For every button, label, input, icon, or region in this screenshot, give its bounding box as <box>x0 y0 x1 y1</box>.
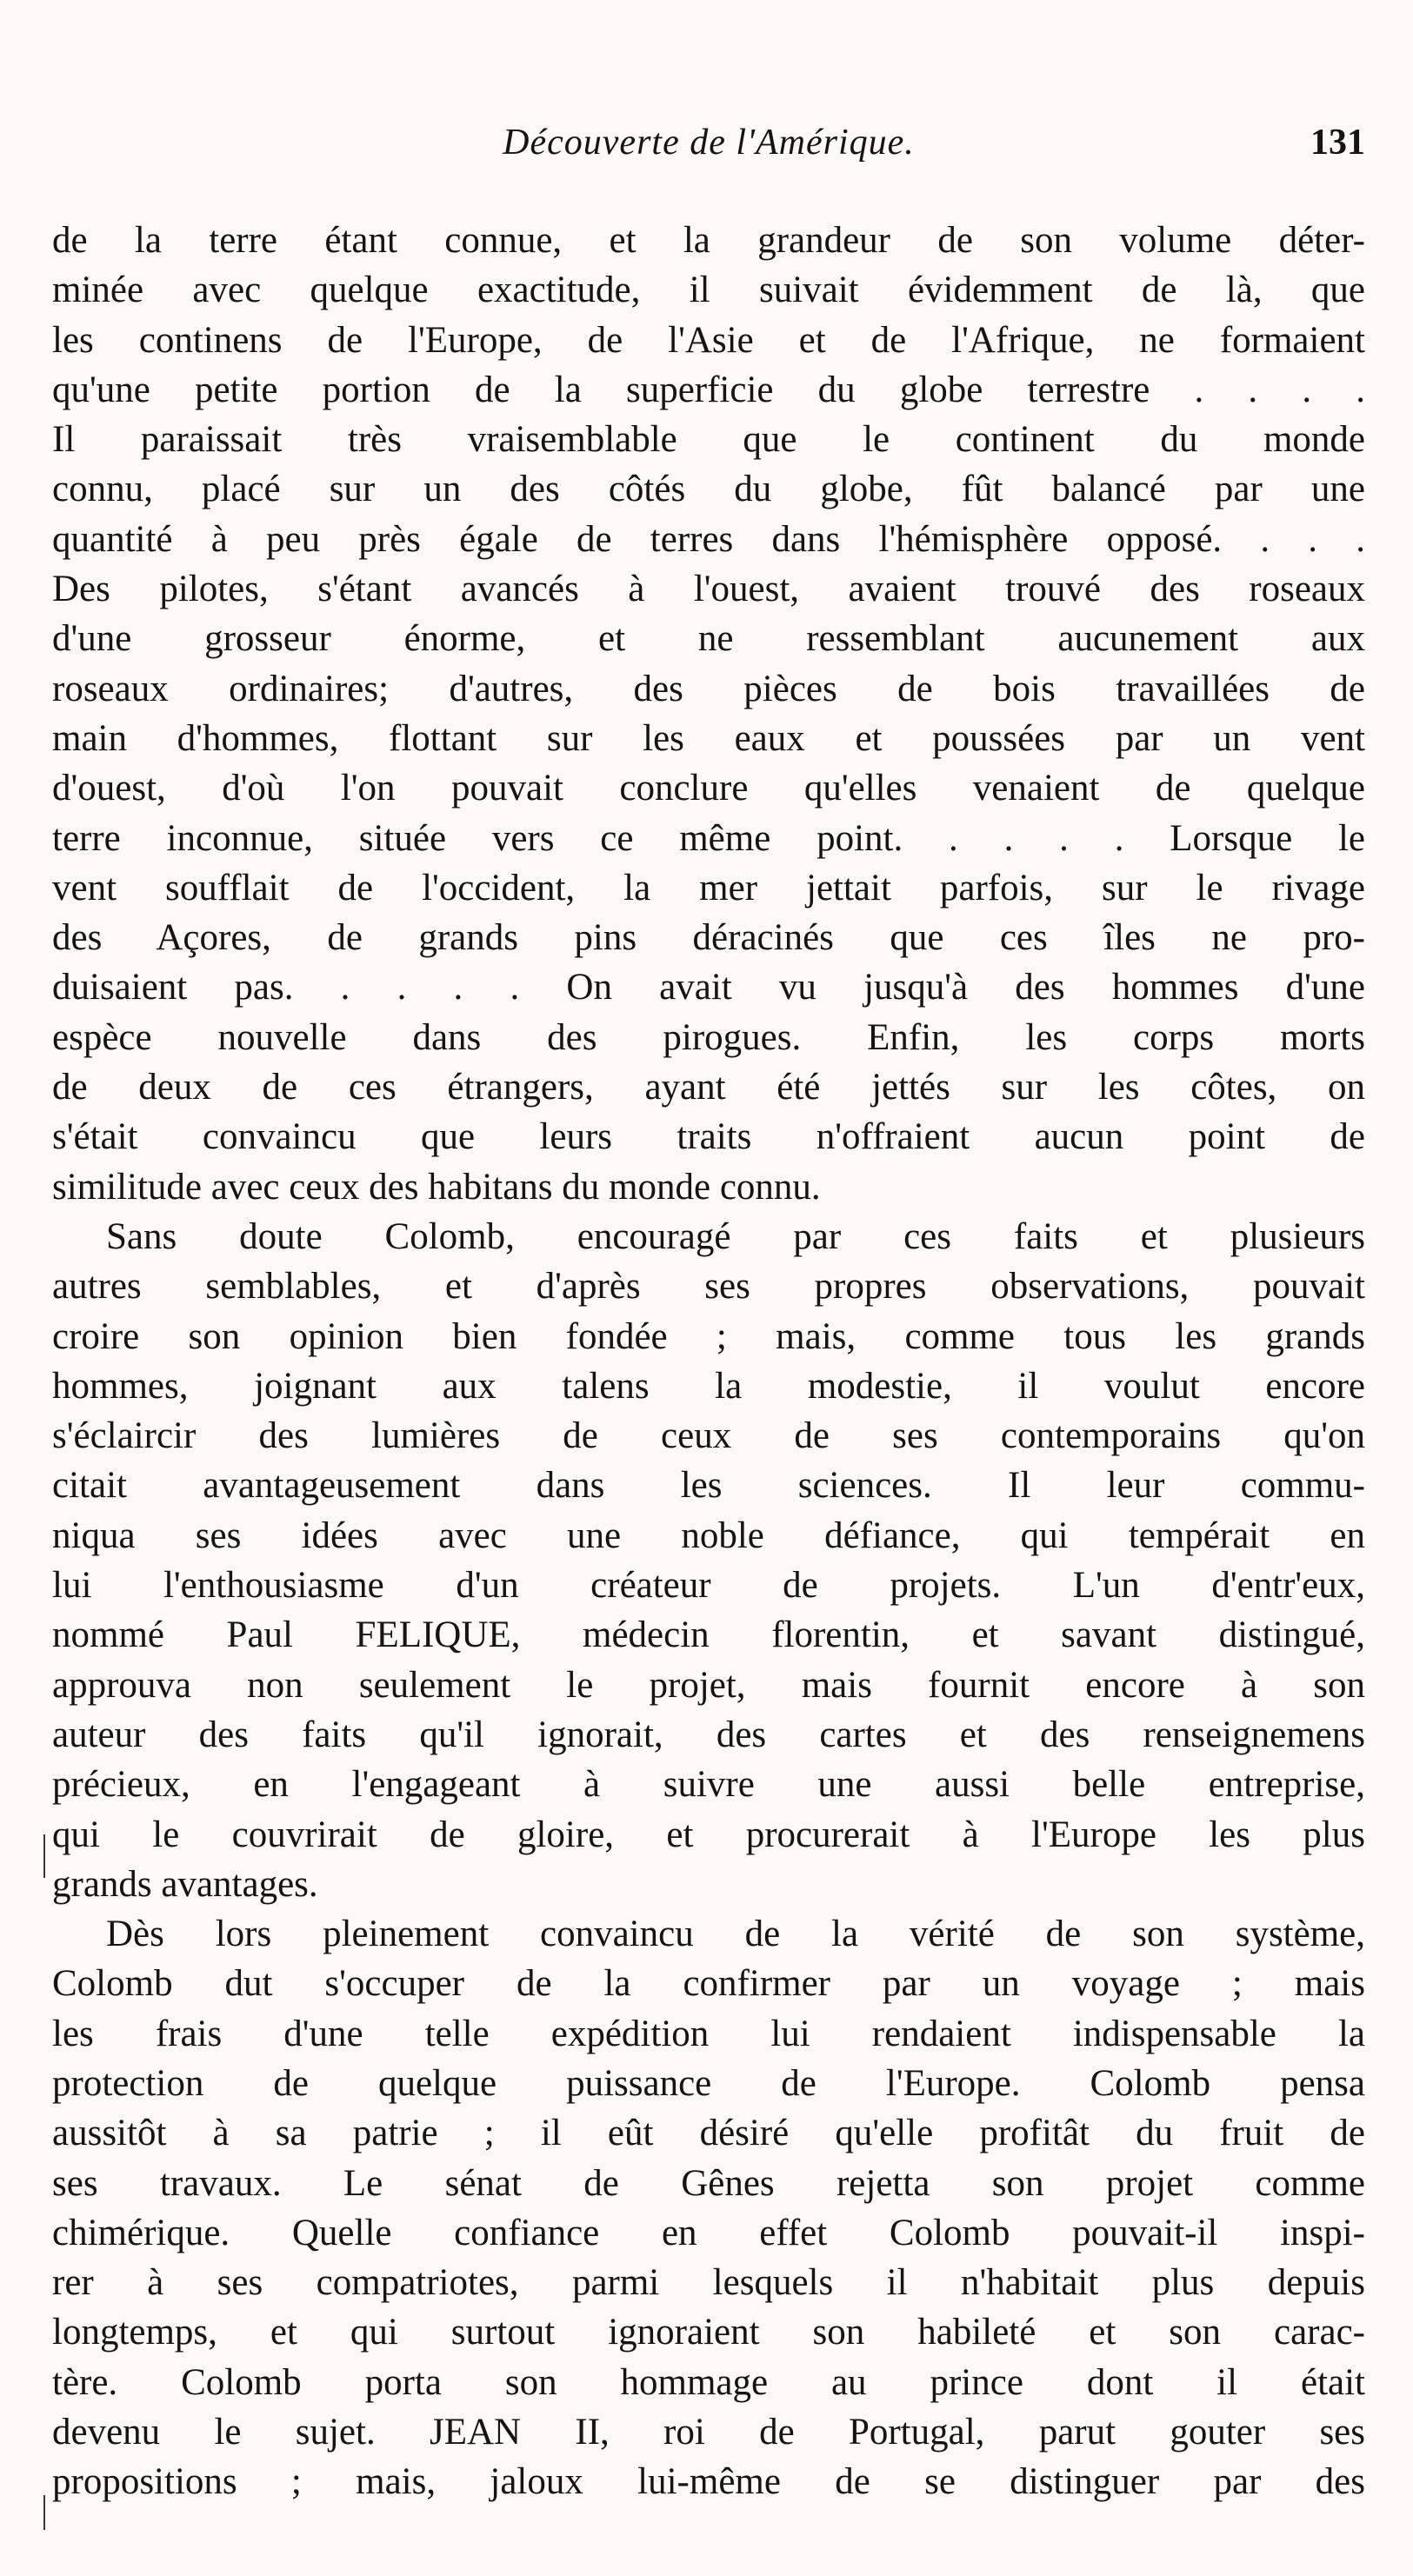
text-line: s'éclaircir des lumières de ceux de ses contemporains qu'on <box>52 1415 1365 1457</box>
text-line: Dès lors pleinement convaincu de la vérité de son système, <box>106 1914 1365 1955</box>
text-line: roseaux ordinaires; d'autres, des pièces de bois travaillées de <box>52 668 1365 709</box>
running-head <box>52 122 1365 174</box>
text-line: citait avantageusement dans les sciences. Il leur commu- <box>52 1465 1365 1507</box>
text-line: rer à ses compatriotes, parmi lesquels il n'habitait plus depuis <box>52 2262 1365 2304</box>
text-line: grands avantages. <box>52 1863 318 1905</box>
text-line: duisaient pas. . . . . On avait vu jusqu'à des hommes d'une <box>52 967 1365 1008</box>
text-line: auteur des faits qu'il ignorait, des cartes et des renseignemens <box>52 1714 1365 1755</box>
running-title: Découverte de l'Amérique. <box>503 123 915 163</box>
text-line: chimérique. Quelle confiance en effet Colomb pouvait-il inspi- <box>52 2212 1365 2253</box>
text-line: lui l'enthousiasme d'un créateur de projets. L'un d'entr'eux, <box>52 1565 1365 1607</box>
text-line: hommes, joignant aux talens la modestie, il voulut encore <box>52 1365 1365 1407</box>
text-line: aussitôt à sa patrie ; il eût désiré qu'elle profitât du fruit de <box>52 2113 1365 2154</box>
text-line: tère. Colomb porta son hommage au prince dont il était <box>52 2361 1365 2403</box>
text-line: les frais d'une telle expédition lui rendaient indispensable la <box>52 2013 1365 2054</box>
text-line: propositions ; mais, jaloux lui-même de se distinguer par des <box>52 2461 1365 2503</box>
text-line: main d'hommes, flottant sur les eaux et poussées par un vent <box>52 717 1365 759</box>
text-line: qui le couvrirait de gloire, et procurerait à l'Europe les plus <box>52 1814 1365 1855</box>
text-line: nommé Paul FELIQUE, médecin florentin, et savant distingué, <box>52 1614 1365 1656</box>
text-line: Des pilotes, s'étant avancés à l'ouest, avaient trouvé des roseaux <box>52 569 1365 610</box>
text-line: des Açores, de grands pins déracinés que ces îles ne pro- <box>52 917 1365 959</box>
text-line: de deux de ces étrangers, ayant été jettés sur les côtes, on <box>52 1067 1365 1108</box>
text-line: minée avec quelque exactitude, il suivait évidemment de là, que <box>52 270 1365 311</box>
book-page <box>52 0 1365 2576</box>
text-line: Il paraissait très vraisemblable que le continent du monde <box>52 419 1365 461</box>
text-line: Sans doute Colomb, encouragé par ces faits et plusieurs <box>106 1215 1365 1257</box>
text-line: qu'une petite portion de la superficie du globe terrestre . . . . <box>52 369 1365 410</box>
text-line: niqua ses idées avec une noble défiance, qui tempérait en <box>52 1514 1365 1556</box>
text-line: connu, placé sur un des côtés du globe, fût balancé par une <box>52 469 1365 510</box>
paragraph <box>52 1909 1365 2507</box>
text-line: d'une grosseur énorme, et ne ressemblant aucunement aux <box>52 618 1365 660</box>
text-line: s'était convaincu que leurs traits n'offraient aucun point de <box>52 1116 1365 1158</box>
text-line: quantité à peu près égale de terres dans l'hémisphère opposé. . . . <box>52 518 1365 560</box>
text-line: vent soufflait de l'occident, la mer jettait parfois, sur le rivage <box>52 867 1365 909</box>
text-line: approuva non seulement le projet, mais fournit encore à son <box>52 1664 1365 1706</box>
page-number: 131 <box>1310 123 1365 163</box>
paragraph <box>52 1212 1365 1909</box>
text-line: espèce nouvelle dans des pirogues. Enfin, les corps morts <box>52 1016 1365 1058</box>
text-line: de la terre étant connue, et la grandeur de son volume déter- <box>52 220 1365 261</box>
text-line: croire son opinion bien fondée ; mais, comme tous les grands <box>52 1315 1365 1357</box>
text-line: d'ouest, d'où l'on pouvait conclure qu'elles venaient de quelque <box>52 768 1365 809</box>
text-line: Colomb dut s'occuper de la confirmer par un voyage ; mais <box>52 1963 1365 2005</box>
margin-rule <box>43 2495 45 2530</box>
body-text <box>52 216 1365 2507</box>
text-line: protection de quelque puissance de l'Europe. Colomb pensa <box>52 2062 1365 2104</box>
text-line: autres semblables, et d'après ses propres observations, pouvait <box>52 1266 1365 1308</box>
text-line: longtemps, et qui surtout ignoraient son habileté et son carac- <box>52 2312 1365 2353</box>
text-line: terre inconnue, située vers ce même point. . . . . Lorsque le <box>52 817 1365 859</box>
text-line: ses travaux. Le sénat de Gênes rejetta son projet comme <box>52 2162 1365 2204</box>
text-line: les continens de l'Europe, de l'Asie et de l'Afrique, ne formaient <box>52 319 1365 361</box>
paragraph <box>52 216 1365 1212</box>
margin-rule <box>43 1834 45 1878</box>
text-line: devenu le sujet. JEAN II, roi de Portugal, parut gouter ses <box>52 2412 1365 2453</box>
text-line: précieux, en l'engageant à suivre une aussi belle entreprise, <box>52 1764 1365 1806</box>
text-line: similitude avec ceux des habitans du monde connu. <box>52 1166 821 1208</box>
